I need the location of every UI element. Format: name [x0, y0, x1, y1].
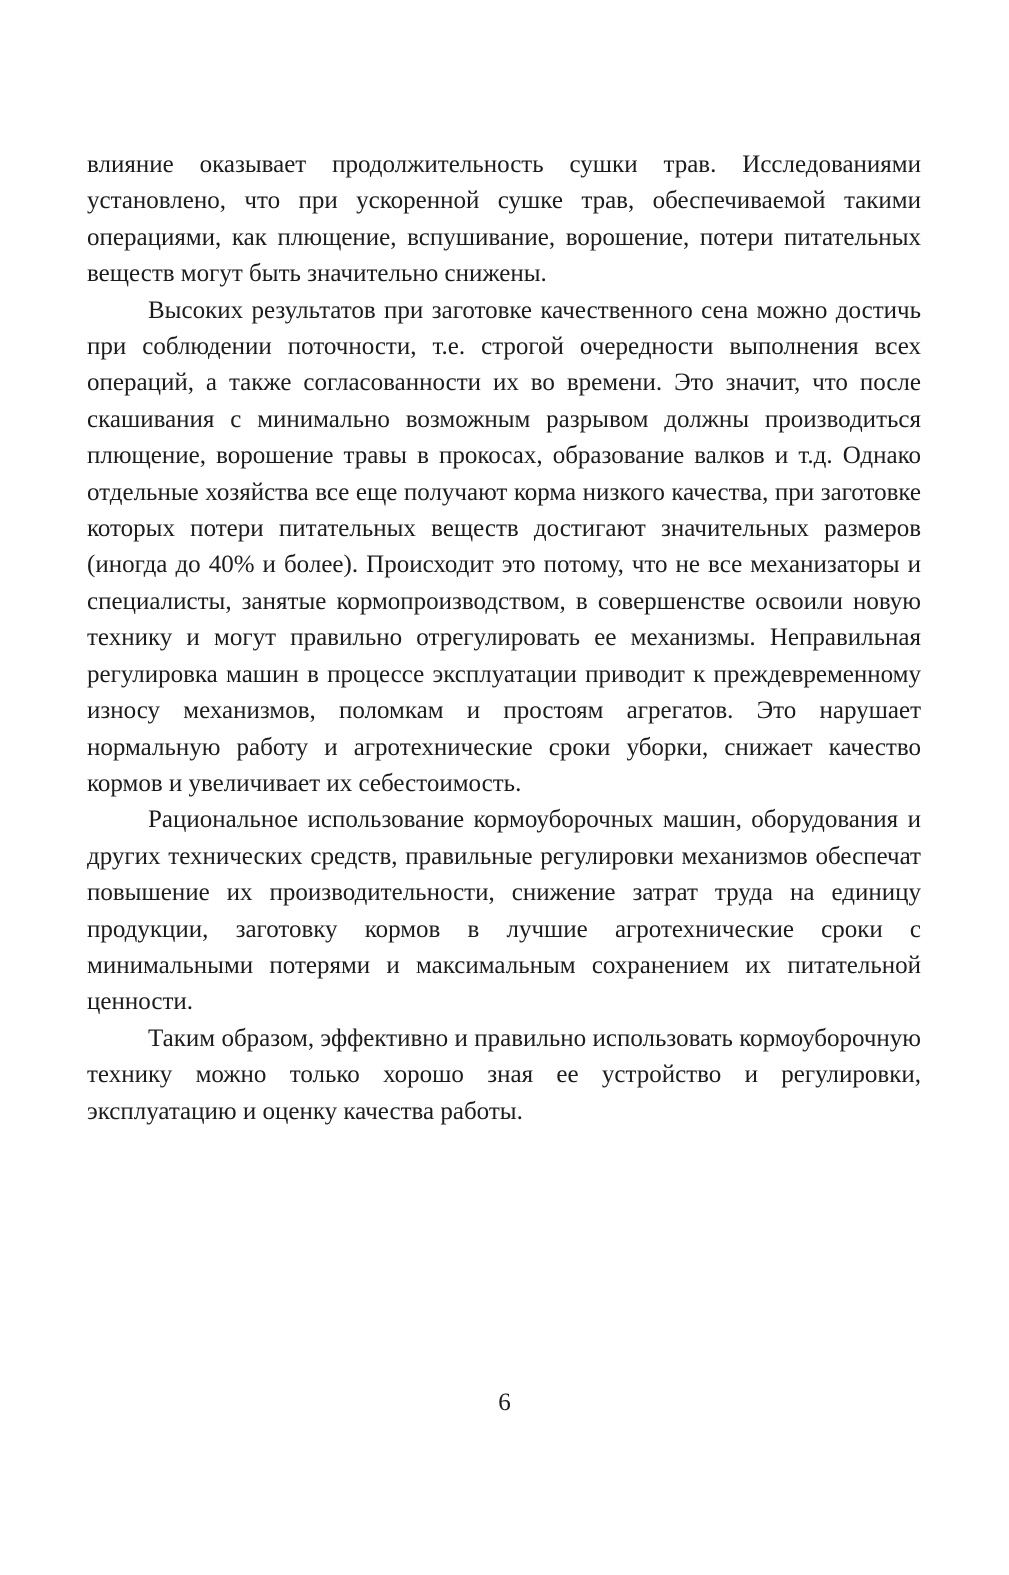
paragraph-conclusion: Таким образом, эффективно и правильно использовать кормоуборочную технику можно только хорошо зная ее устройство и регулировки, эксплуатацию и оценку качества работы. [87, 1024, 921, 1125]
paragraph-continuation: влияние оказывает продолжительность сушки трав. Исследованиями установлено, что при ускоренной сушке трав, обеспечиваемой такими операциями, как плющение, вспушивание, ворошение, потери питательных веществ могут быть значительно снижены. [87, 151, 921, 288]
paragraph-rational-use: Рациональное использование кормоуборочных машин, оборудования и других технических средств, правильные регулировки механизмов обеспечат повышение их производительности, снижение затрат труда на единицу продукции, заготовку кормов в лучшие агротехнические сроки с минимальными потерями и максимальным сохранением их питательной ценности. [87, 806, 921, 1016]
body-text [87, 147, 921, 1130]
page-number: 6 [498, 1389, 511, 1416]
paragraph-quality-hay: Высоких результатов при заготовке качественного сена можно достичь при соблюдении поточности, т.е. строгой очередности выполнения всех операций, а также согласованности их во времени. Это значит, что после скашивания с минимально возможным разрывом должны производиться плющение, ворошение травы в прокосах, образование валков и т.д. Однако отдельные хозяйства все еще получают корма низкого качества, при заготовке которых потери питательных веществ достигают значительных размеров (иногда до 40% и более). Происходит это потому, что не все механизаторы и специалисты, занятые кормопроизводством, в совершенстве освоили новую технику и могут правильно отрегулировать ее механизмы. Неправильная регулировка машин в процессе эксплуатации приводит к преждевременному износу механизмов, поломкам и простоям агрегатов. Это нарушает нормальную работу и агротехнические сроки уборки, снижает качество кормов и увеличивает их себестоимость. [87, 296, 921, 797]
